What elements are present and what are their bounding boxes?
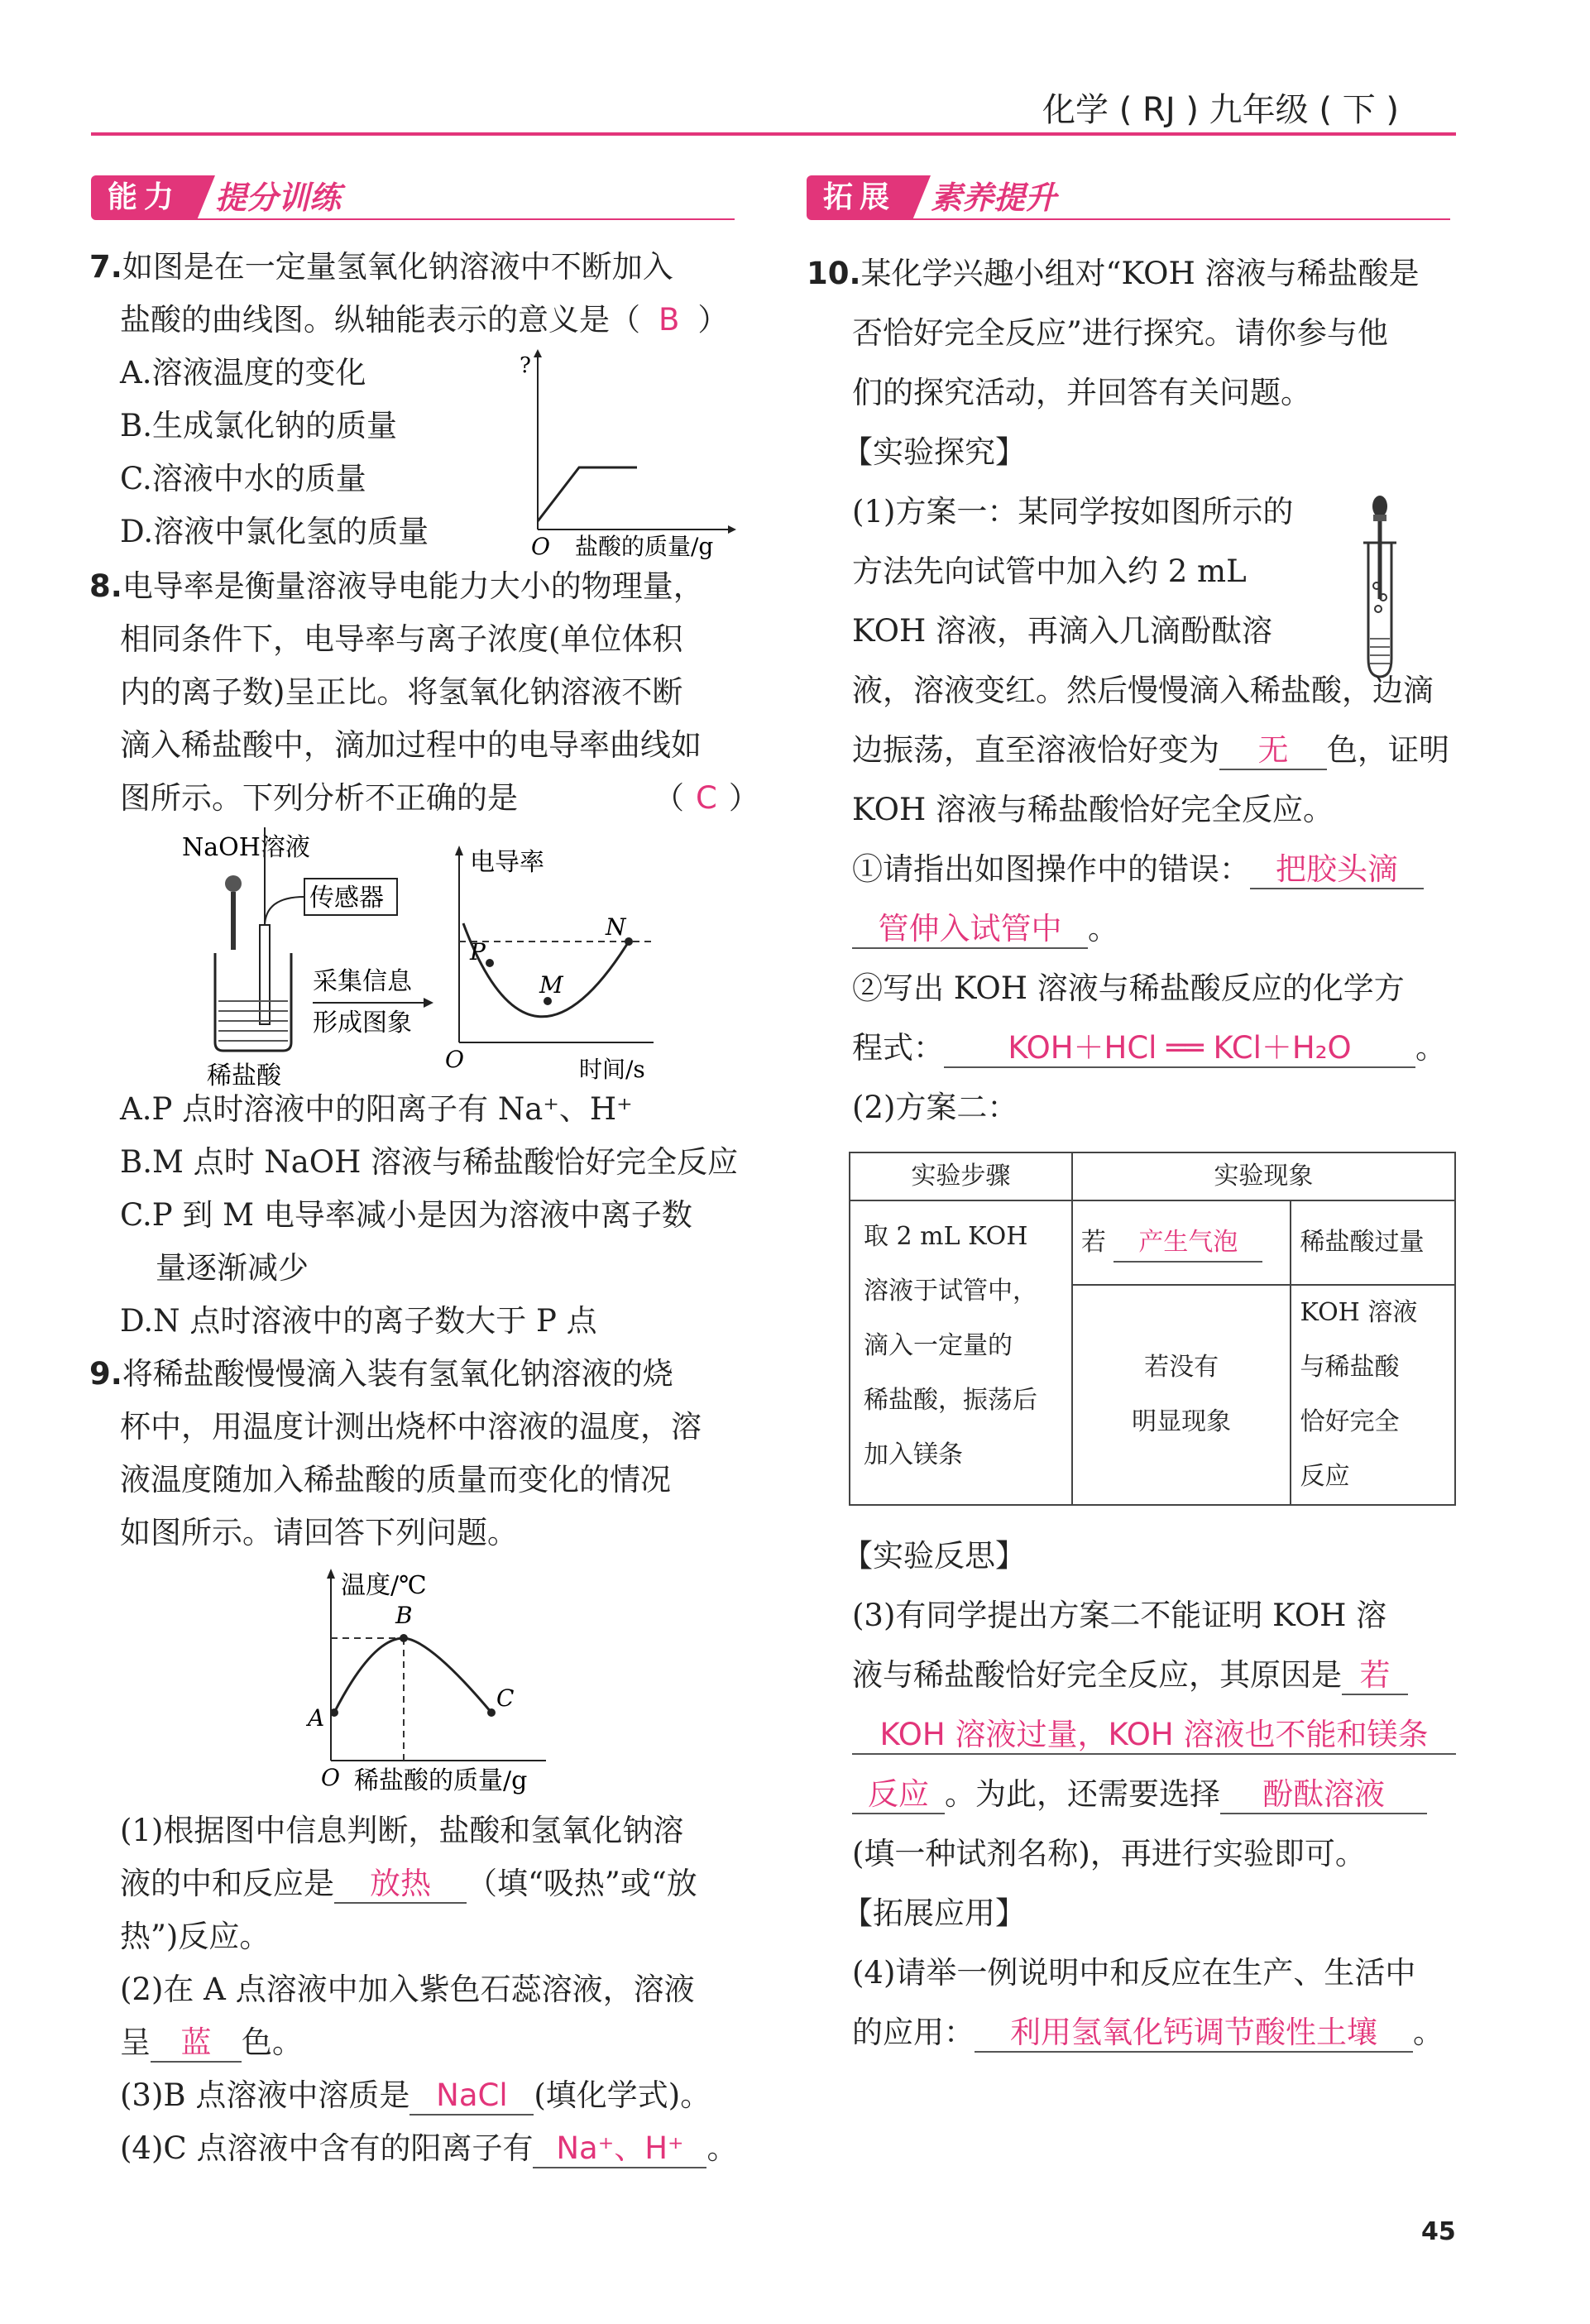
point-a: A: [308, 1704, 325, 1732]
q9-line-2: 杯中，用温度计测出烧杯中溶液的温度，溶: [120, 1409, 702, 1445]
table-phenomenon-1: 若 产生气泡: [1072, 1200, 1291, 1285]
answer-q7: B: [659, 302, 680, 338]
sensor-label: 传感器: [309, 884, 384, 913]
q10-line-3: 们的探究活动，并回答有关问题。: [852, 375, 1311, 410]
q8-line-2: 相同条件下，电导率与离子浓度(单位体积: [120, 621, 683, 657]
q10-e2-line-2: 程式： KOH＋HCl ══ KCl＋H₂O 。: [852, 1028, 1446, 1069]
section-extension-header: [807, 175, 1468, 220]
q10-line-1: 10.某化学兴趣小组对“KOH 溶液与稀盐酸是: [807, 256, 1420, 291]
apply-heading: 【拓展应用】: [842, 1895, 1026, 1931]
answer-q10-reason-a: 若: [1342, 1657, 1408, 1695]
q8-option-c: C.P 到 M 电导率减小是因为溶液中离子数: [120, 1197, 692, 1233]
q9-p1-line-3: 热”)反应。: [120, 1919, 271, 1954]
explore-heading: 【实验探究】: [842, 434, 1026, 470]
q9-p1-line-2: 液的中和反应是 放热 （填“吸热”或“放: [120, 1863, 697, 1905]
x-axis-label: 稀盐酸的质量/g: [354, 1766, 528, 1795]
q7-option-c: C.溶液中水的质量: [120, 461, 366, 496]
q10-a4-line-2: 的应用： 利用氢氧化钙调节酸性土壤 。: [852, 2012, 1444, 2053]
q9-p2-line-2: 呈 蓝 色。: [120, 2022, 303, 2063]
section-ability-header: [91, 175, 753, 220]
answer-q10-application: 利用氢氧化钙调节酸性土壤: [975, 2015, 1413, 2053]
q9-p1-line-1: (1)根据图中信息判断，盐酸和氢氧化钠溶: [120, 1813, 684, 1848]
page-number: 45: [1421, 2217, 1456, 2246]
question-number: 10.: [807, 256, 861, 291]
q10-e1-line-1: ①请指出如图操作中的错误： 把胶头滴: [852, 849, 1424, 890]
q10-r3-line-2: 液与稀盐酸恰好完全反应，其原因是 若: [852, 1655, 1408, 1696]
q10-r3-line-3: [852, 1714, 1456, 1756]
y-axis-label: ?: [520, 353, 531, 378]
question-number: 9.: [89, 1356, 122, 1392]
q10-s2-heading: (2)方案二：: [852, 1090, 1018, 1125]
q10-a4-line-1: (4)请举一例说明中和反应在生产、生活中: [852, 1955, 1416, 1991]
q8-answer-bracket: （ C ）: [654, 780, 759, 816]
q10-s1-line-1: (1)方案一：某同学按如图所示的: [852, 494, 1294, 529]
q10-r3-line-1: (3)有同学提出方案二不能证明 KOH 溶: [852, 1598, 1387, 1633]
table-header-phenomena: 实验现象: [1072, 1152, 1455, 1200]
q9-line-4: 如图所示。请回答下列问题。: [120, 1515, 518, 1550]
answer-q10-color: 无: [1219, 732, 1327, 770]
x-axis-label: 盐酸的质量/g: [575, 533, 714, 560]
header-rule: [91, 132, 1456, 136]
q10-r3-line-4: 反应 。为此，还需要选择 酚酞溶液: [852, 1774, 1427, 1815]
q7-graph: [513, 347, 745, 563]
table-conclusion-1: 稀盐酸过量: [1291, 1200, 1455, 1285]
answer-q10-reason-c: 反应: [852, 1776, 945, 1814]
q8-line-3: 内的离子数)呈正比。将氢氧化钠溶液不断: [120, 674, 683, 710]
point-n: N: [606, 913, 626, 941]
header-title: 化学 ( RJ ) 九年级 ( 下 ): [1042, 91, 1400, 129]
answer-q9-1: 放热: [334, 1866, 467, 1904]
q8-option-a: A.P 点时溶液中的阳离子有 Na⁺、H⁺: [120, 1091, 633, 1127]
q8-line-5: 图所示。下列分析不正确的是: [120, 780, 518, 816]
q8-line-1: 8.电导率是衡量溶液导电能力大小的物理量，: [89, 568, 704, 604]
answer-q10-reason-b: KOH 溶液过量，KOH 溶液也不能和镁条: [852, 1717, 1456, 1755]
q8-option-b: B.M 点时 NaOH 溶液与稀盐酸恰好完全反应: [120, 1144, 739, 1180]
point-p: P: [470, 938, 486, 966]
q7-line-2: 盐酸的曲线图。纵轴能表示的意义是（ B ）: [120, 302, 729, 338]
q10-s1-line-6: KOH 溶液与稀盐酸恰好完全反应。: [852, 792, 1334, 827]
dropper-test-tube-figure: [1357, 493, 1415, 683]
point-c: C: [496, 1684, 515, 1712]
answer-q10-bubbles: 产生气泡: [1113, 1224, 1262, 1263]
question-number: 7.: [89, 249, 122, 285]
origin-label: O: [531, 533, 550, 560]
answer-q10-error-a: 把胶头滴: [1250, 851, 1424, 889]
q8-line-4: 滴入稀盐酸中，滴加过程中的电导率曲线如: [120, 727, 702, 763]
section-title: 素养提升: [931, 180, 1057, 216]
q8-option-d: D.N 点时溶液中的离子数大于 P 点: [120, 1303, 597, 1339]
q10-s1-line-4: 液，溶液变红。然后慢慢滴入稀盐酸，边滴: [852, 673, 1434, 708]
section-badge: 能力: [91, 175, 197, 220]
acid-label: 稀盐酸: [207, 1061, 281, 1090]
y-axis-label: 温度/℃: [341, 1571, 427, 1600]
q8-option-c-cont: 量逐渐减少: [156, 1250, 309, 1286]
q8-figure: [165, 827, 678, 1092]
table-phenomenon-2: 若没有 明显现象: [1072, 1285, 1291, 1505]
answer-q10-equation: KOH＋HCl ══ KCl＋H₂O: [944, 1030, 1415, 1068]
answer-q10-reagent: 酚酞溶液: [1220, 1776, 1427, 1814]
arrow-text-2: 形成图象: [313, 1009, 412, 1037]
q10-e2-line-1: ②写出 KOH 溶液与稀盐酸反应的化学方: [852, 970, 1405, 1006]
q10-s1-line-3: KOH 溶液，再滴入几滴酚酞溶: [852, 613, 1273, 649]
point-m: M: [539, 971, 563, 999]
origin-label: O: [445, 1046, 464, 1073]
answer-q9-3: NaCl: [409, 2077, 534, 2116]
experiment-table: [849, 1152, 1456, 1506]
q9-p2-line-1: (2)在 A 点溶液中加入紫色石蕊溶液，溶液: [120, 1972, 695, 2007]
table-conclusion-2: KOH 溶液 与稀盐酸 恰好完全 反应: [1291, 1285, 1455, 1505]
q7-line-1: 7.如图是在一定量氢氧化钠溶液中不断加入: [89, 249, 673, 285]
q9-p4: (4)C 点溶液中含有的阳离子有 Na⁺、H⁺ 。: [120, 2128, 737, 2169]
q7-option-a: A.溶液温度的变化: [120, 355, 366, 391]
q10-e1-line-2: 管伸入试管中 。: [852, 908, 1118, 950]
q10-s1-line-5: 边振荡，直至溶液恰好变为 无 色，证明: [852, 730, 1449, 771]
arrow-text-1: 采集信息: [313, 967, 412, 996]
reflect-heading: 【实验反思】: [842, 1538, 1026, 1574]
q10-line-2: 否恰好完全反应”进行探究。请你参与他: [852, 315, 1388, 351]
point-b: B: [395, 1602, 413, 1629]
origin-label: O: [321, 1764, 340, 1791]
q9-graph: [298, 1564, 596, 1812]
question-number: 8.: [89, 568, 122, 604]
q9-line-1: 9.将稀盐酸慢慢滴入装有氢氧化钠溶液的烧: [89, 1356, 673, 1392]
table-step-cell: 取 2 mL KOH 溶液于试管中， 滴入一定量的 稀盐酸，振荡后 加入镁条: [850, 1200, 1072, 1505]
answer-q8: C: [696, 780, 717, 816]
x-axis-label: 时间/s: [579, 1056, 645, 1083]
answer-q9-4: Na⁺、H⁺: [533, 2130, 706, 2168]
q10-s1-line-2: 方法先向试管中加入约 2 mL: [852, 553, 1247, 589]
q9-p3: (3)B 点溶液中溶质是 NaCl (填化学式)。: [120, 2075, 711, 2116]
section-badge: 拓展: [807, 175, 912, 220]
q9-line-3: 液温度随加入稀盐酸的质量而变化的情况: [120, 1462, 671, 1497]
naoh-label: NaOH溶液: [182, 833, 310, 862]
y-axis-label: 电导率: [470, 848, 544, 877]
table-header-steps: 实验步骤: [850, 1152, 1072, 1200]
q7-option-d: D.溶液中氯化氢的质量: [120, 514, 429, 549]
q10-r3-line-5: (填一种试剂名称)，再进行实验即可。: [852, 1836, 1366, 1871]
answer-q9-2: 蓝: [151, 2025, 242, 2063]
section-title: 提分训练: [215, 180, 342, 216]
answer-q10-error-b: 管伸入试管中: [852, 911, 1088, 949]
q7-option-b: B.生成氯化钠的质量: [120, 408, 397, 443]
